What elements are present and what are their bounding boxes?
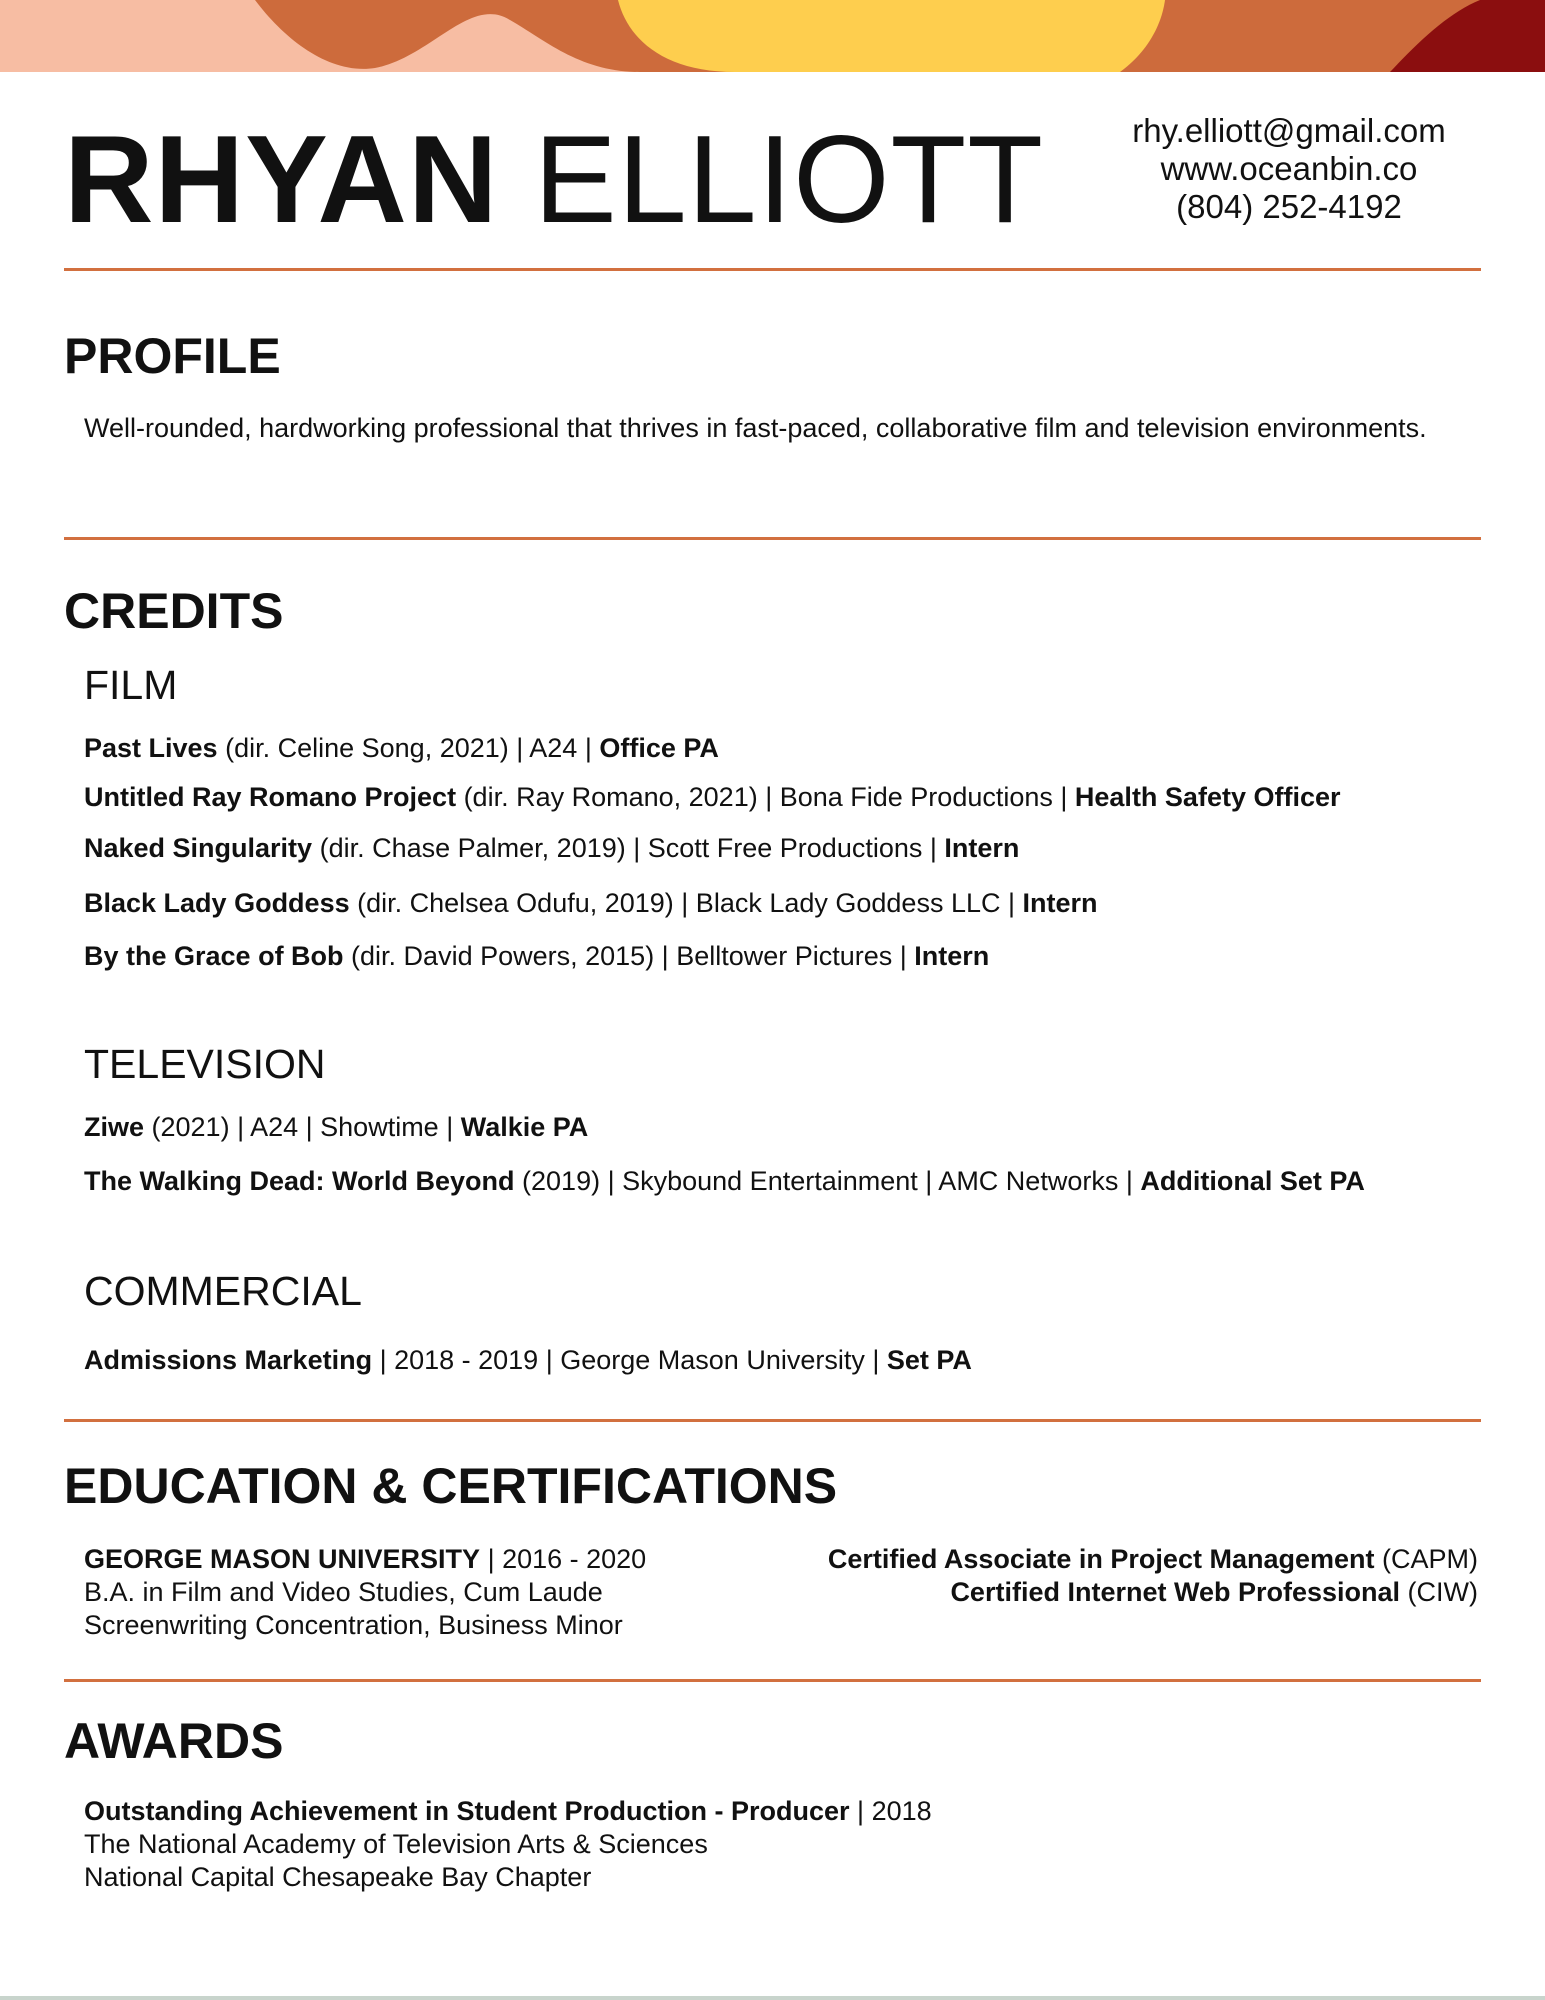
television-subheading: TELEVISION — [84, 1041, 326, 1087]
contact-block — [1094, 112, 1484, 226]
education-heading: EDUCATION & CERTIFICATIONS — [64, 1458, 838, 1514]
award-organization: The National Academy of Television Arts & Sciences — [84, 1829, 708, 1859]
film-credit: By the Grace of Bob (dir. David Powers, 2015) | Belltower Pictures | Intern — [84, 941, 990, 971]
certification: Certified Associate in Project Management (CAPM) — [827, 1544, 1478, 1574]
last-name: ELLIOTT — [533, 111, 1045, 249]
award-year: | 2018 — [849, 1796, 932, 1826]
awards-heading: AWARDS — [64, 1713, 284, 1769]
certifications-block — [828, 1543, 1478, 1609]
website-link[interactable]: www.oceanbin.co — [1160, 150, 1418, 187]
certification: Certified Internet Web Professional (CIW) — [950, 1577, 1478, 1607]
concentration: Screenwriting Concentration, Business Minor — [84, 1610, 623, 1640]
applicant-name — [64, 111, 1045, 249]
award-chapter: National Capital Chesapeake Bay Chapter — [84, 1862, 592, 1892]
award-name: Outstanding Achievement in Student Production - Producer — [84, 1796, 850, 1826]
award-block — [84, 1795, 932, 1894]
commercial-subheading: COMMERCIAL — [84, 1268, 362, 1314]
school-name: GEORGE MASON UNIVERSITY — [84, 1544, 481, 1574]
section-divider — [64, 1679, 1481, 1682]
film-credit: Naked Singularity (dir. Chase Palmer, 2019) | Scott Free Productions | Intern — [84, 833, 1020, 863]
first-name: RHYAN — [64, 111, 499, 249]
degree: B.A. in Film and Video Studies, Cum Laude — [84, 1577, 603, 1607]
profile-heading: PROFILE — [64, 328, 281, 384]
film-subheading: FILM — [84, 662, 178, 708]
film-credit: Past Lives (dir. Celine Song, 2021) | A24 | Office PA — [84, 733, 719, 763]
credits-heading: CREDITS — [64, 583, 284, 639]
profile-summary: Well-rounded, hardworking professional that thrives in fast-paced, collaborative film and television environments. — [84, 413, 1427, 443]
award-line — [84, 1795, 932, 1828]
banner-yellow-shape — [618, 0, 1165, 72]
film-credit: Untitled Ray Romano Project (dir. Ray Romano, 2021) | Bona Fide Productions | Health Safety Officer — [84, 782, 1341, 812]
education-block — [84, 1543, 646, 1642]
television-credit: The Walking Dead: World Beyond (2019) | Skybound Entertainment | AMC Networks | Additional Set PA — [84, 1166, 1365, 1196]
bottom-edge — [0, 1996, 1545, 2000]
decorative-banner — [0, 0, 1545, 72]
section-divider — [64, 1419, 1481, 1422]
film-credit: Black Lady Goddess (dir. Chelsea Odufu, 2019) | Black Lady Goddess LLC | Intern — [84, 888, 1098, 918]
school-years: | 2016 - 2020 — [480, 1544, 647, 1574]
email-link[interactable]: rhy.elliott@gmail.com — [1132, 112, 1446, 149]
section-divider — [64, 268, 1481, 271]
section-divider — [64, 537, 1481, 540]
school-line — [84, 1543, 646, 1576]
television-credit: Ziwe (2021) | A24 | Showtime | Walkie PA — [84, 1112, 589, 1142]
commercial-credit: Admissions Marketing | 2018 - 2019 | George Mason University | Set PA — [84, 1345, 972, 1375]
phone-number: (804) 252-4192 — [1176, 188, 1402, 225]
